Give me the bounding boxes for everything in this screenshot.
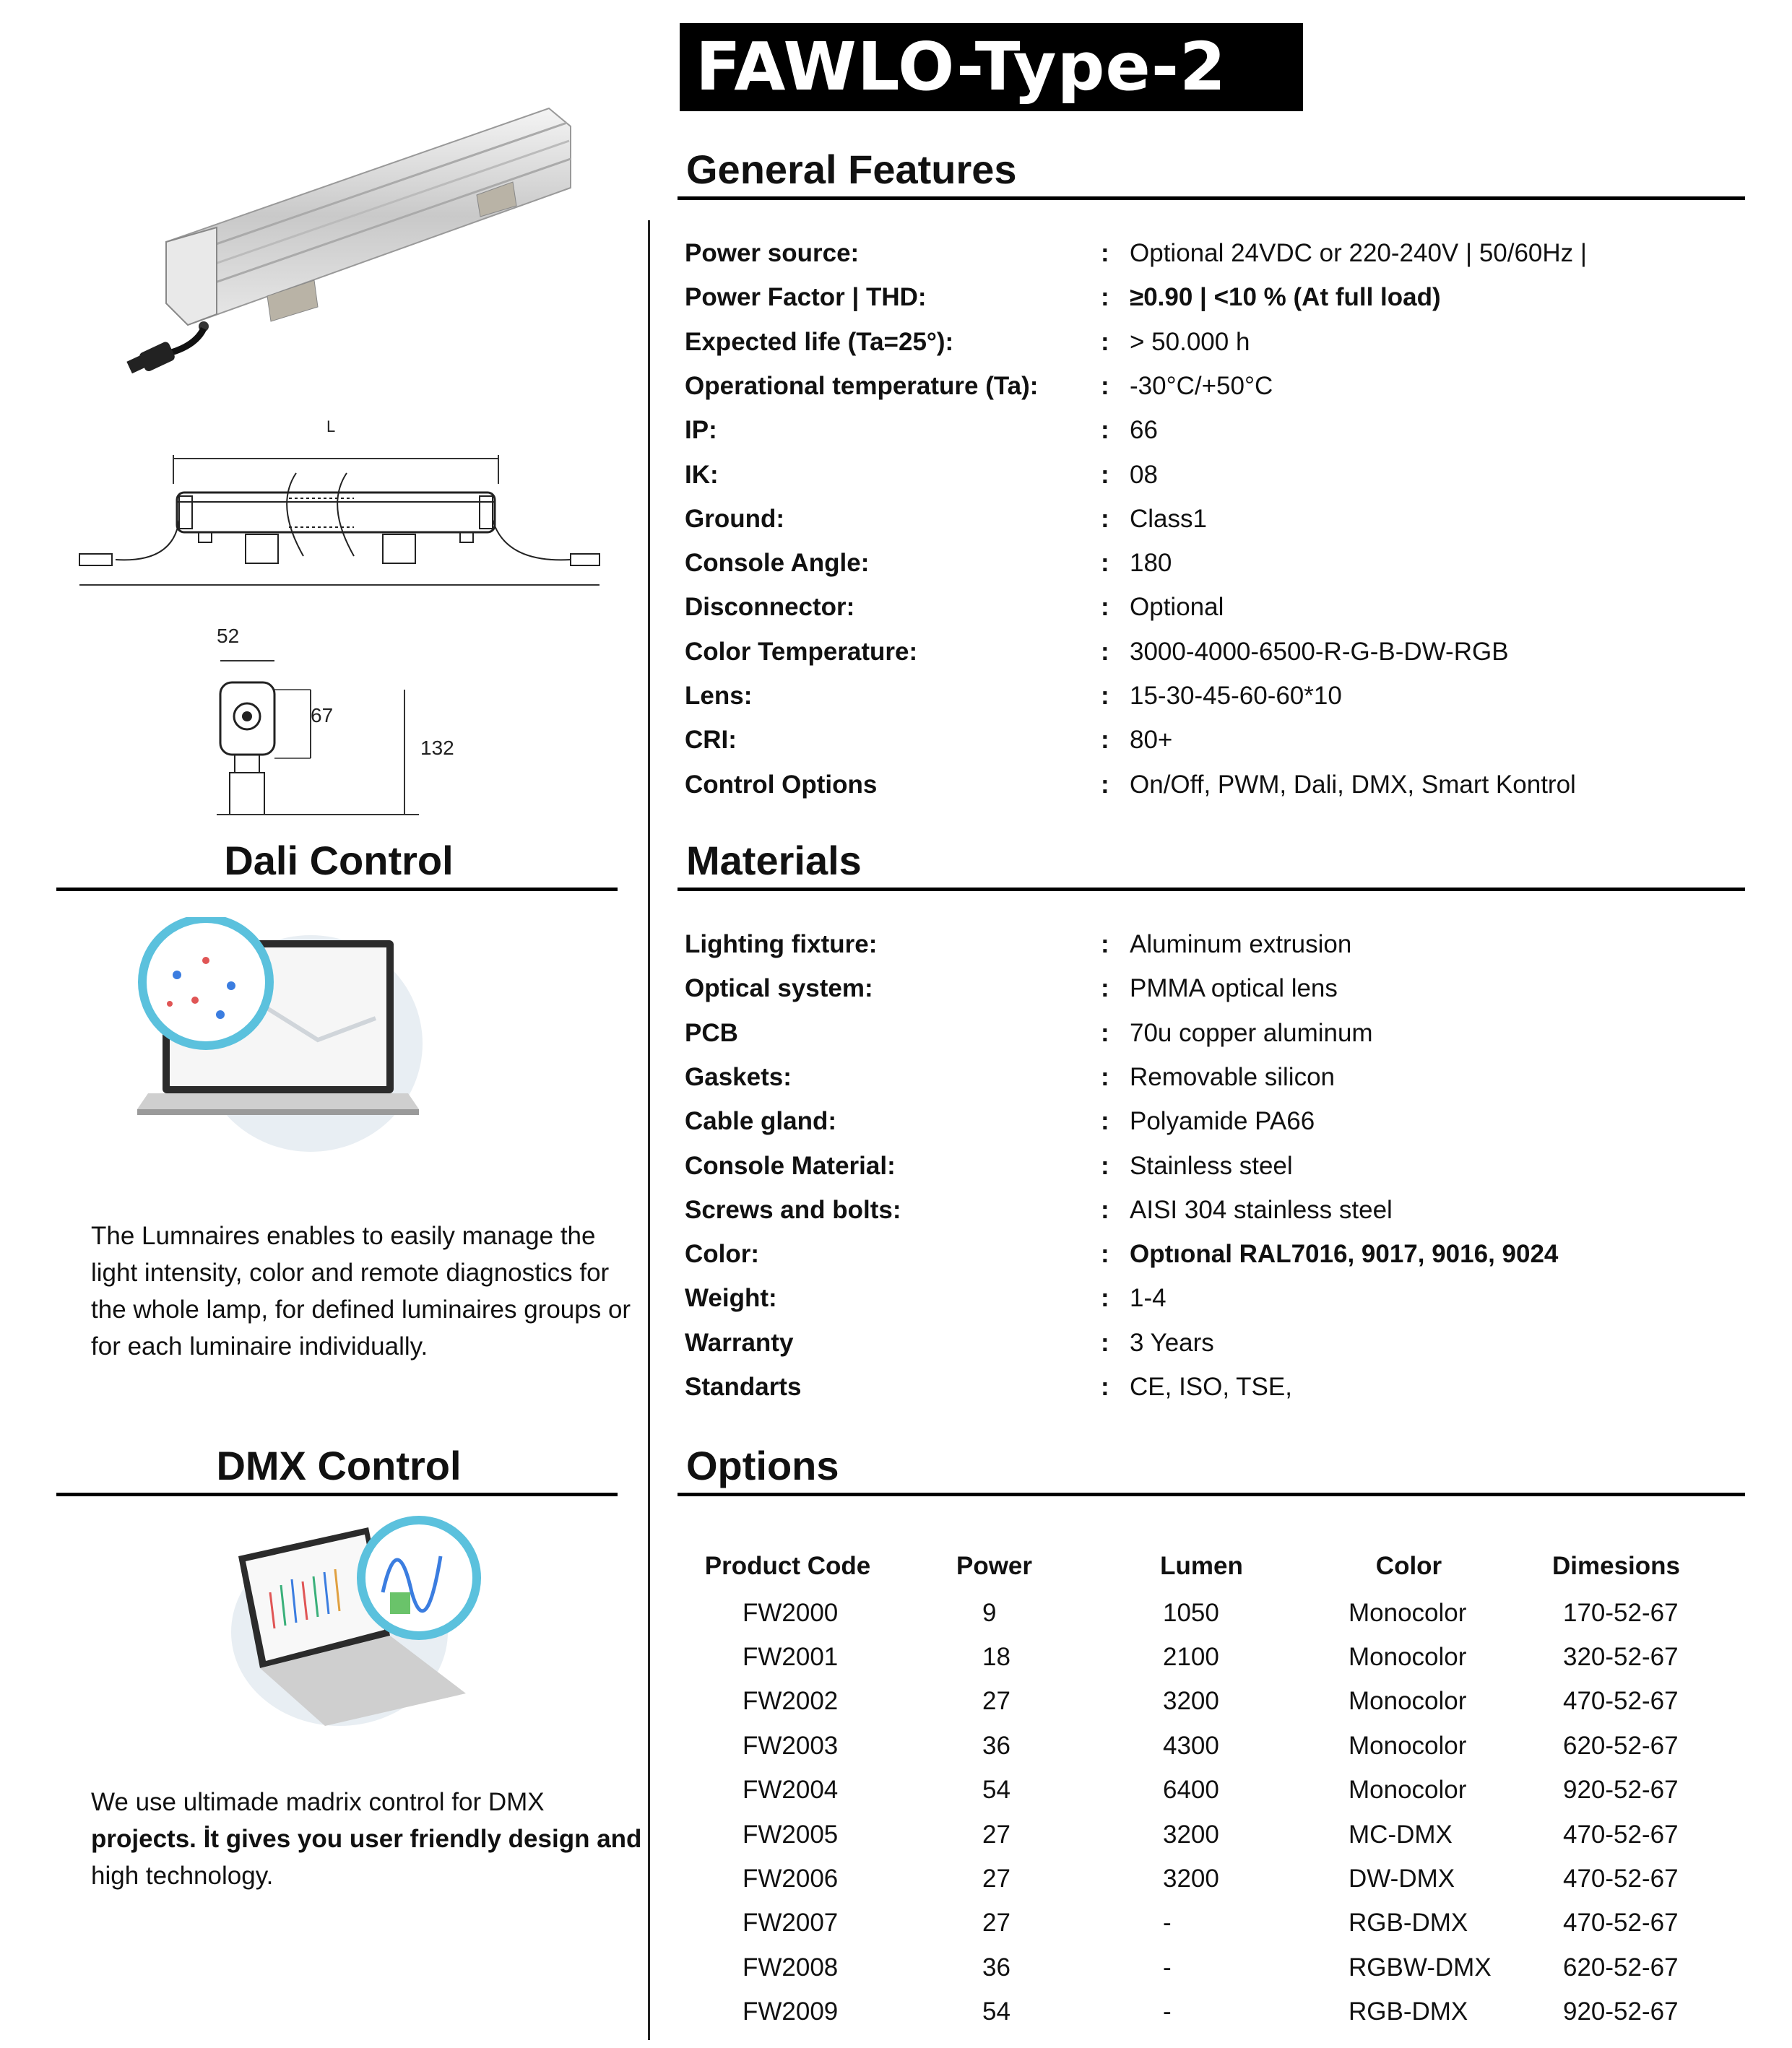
table-cell: 2100: [1163, 1643, 1219, 1672]
table-cell: DW-DMX: [1349, 1865, 1455, 1893]
general-feature-row: [685, 585, 1754, 629]
table-cell: FW2009: [743, 1997, 839, 2026]
general-feature-value: -30°C/+50°C: [1130, 371, 1273, 400]
table-cell: FW2005: [743, 1820, 839, 1849]
table-cell: 3200: [1163, 1820, 1219, 1849]
table-row: [685, 1901, 1720, 1945]
dmx-description-line-3: high technology.: [91, 1862, 274, 1890]
material-label: Console Material:: [685, 1151, 896, 1180]
material-value: 1-4: [1130, 1284, 1166, 1313]
table-cell: FW2002: [743, 1687, 839, 1716]
dmx-control-heading: DMX Control: [216, 1443, 462, 1488]
general-feature-row: [685, 674, 1754, 718]
table-cell: 54: [982, 1997, 1010, 2026]
col-color: Color: [1375, 1552, 1442, 1580]
height-label: 67: [311, 704, 334, 726]
material-value: Optıonal RAL7016, 9017, 9016, 9024: [1130, 1240, 1559, 1269]
table-cell: 27: [982, 1687, 1010, 1716]
material-row: [685, 1188, 1754, 1232]
col-power: Power: [956, 1552, 1033, 1580]
table-cell: Monocolor: [1349, 1687, 1467, 1716]
dali-control-heading: Dali Control: [224, 838, 454, 883]
options-table: [685, 1542, 1720, 2034]
general-feature-label: Lens:: [685, 682, 753, 710]
material-label: Warranty: [685, 1328, 794, 1357]
general-feature-value: 80+: [1130, 726, 1173, 755]
material-label: Screws and bolts:: [685, 1195, 901, 1224]
material-row: [685, 1011, 1754, 1055]
table-cell: -: [1163, 1997, 1172, 2026]
material-separator: :: [1101, 1373, 1109, 1401]
table-row: [685, 1724, 1720, 1768]
table-row: [685, 1945, 1720, 1990]
options-table-header: [685, 1542, 1720, 1591]
material-label: Color:: [685, 1240, 760, 1269]
table-cell: 920-52-67: [1563, 1776, 1679, 1805]
table-cell: 1050: [1163, 1598, 1219, 1627]
dali-laptop-image: [130, 917, 433, 1163]
table-cell: 9: [982, 1598, 997, 1627]
table-cell: 470-52-67: [1563, 1909, 1679, 1938]
dali-description: The Lumnaires enables to easily manage the light intensity, color and remote diagnostics for the whole lamp, for defined luminaires groups or for each luminaire individually.: [91, 1222, 631, 1361]
table-cell: 320-52-67: [1563, 1643, 1679, 1672]
general-feature-label: IP:: [685, 416, 717, 445]
table-row: [685, 1680, 1720, 1724]
options-rule: [678, 1493, 1745, 1496]
material-separator: :: [1101, 1107, 1109, 1136]
table-row: [685, 1635, 1720, 1679]
table-cell: 36: [982, 1953, 1010, 1982]
material-label: Cable gland:: [685, 1107, 837, 1136]
col-lumen: Lumen: [1160, 1552, 1243, 1580]
table-cell: 3200: [1163, 1865, 1219, 1893]
table-row: [685, 1769, 1720, 1813]
dmx-description-line-1: We use ultimade madrix control for DMX: [91, 1788, 545, 1816]
materials-rule: [678, 888, 1745, 891]
general-feature-row: [685, 364, 1754, 408]
material-value: Removable silicon: [1130, 1062, 1336, 1091]
material-label: Gaskets:: [685, 1062, 792, 1091]
table-cell: FW2007: [743, 1909, 839, 1938]
table-cell: Monocolor: [1349, 1776, 1467, 1805]
material-row: [685, 922, 1754, 966]
table-cell: 170-52-67: [1563, 1598, 1679, 1627]
material-row: [685, 1144, 1754, 1188]
length-label: L: [326, 417, 336, 435]
general-feature-separator: :: [1101, 637, 1109, 666]
page-title: FAWLO-Type-2: [680, 23, 1303, 111]
general-feature-label: IK:: [685, 460, 719, 489]
general-feature-separator: :: [1101, 239, 1109, 267]
general-feature-separator: :: [1101, 770, 1109, 799]
material-value: PMMA optical lens: [1130, 974, 1338, 1003]
dmx-description-line-2: projects. İt gives you user friendly design and: [91, 1825, 642, 1853]
table-cell: 620-52-67: [1563, 1953, 1679, 1982]
general-feature-row: [685, 763, 1754, 807]
general-feature-separator: :: [1101, 726, 1109, 755]
table-cell: 27: [982, 1865, 1010, 1893]
material-value: Aluminum extrusion: [1130, 930, 1352, 958]
general-feature-separator: :: [1101, 371, 1109, 400]
material-separator: :: [1101, 1284, 1109, 1313]
general-feature-label: Ground:: [685, 504, 785, 533]
table-cell: 18: [982, 1643, 1010, 1672]
materials-heading: Materials: [686, 838, 862, 883]
general-feature-row: [685, 320, 1754, 364]
material-value: CE, ISO, TSE,: [1130, 1373, 1292, 1401]
material-label: PCB: [685, 1018, 738, 1047]
table-cell: -: [1163, 1953, 1172, 1982]
total-height-label: 132: [420, 737, 454, 759]
general-feature-row: [685, 718, 1754, 762]
general-feature-label: Power source:: [685, 239, 860, 267]
general-feature-value: 08: [1130, 460, 1158, 489]
general-feature-value: 3000-4000-6500-R-G-B-DW-RGB: [1130, 637, 1509, 666]
table-cell: 54: [982, 1776, 1010, 1805]
table-row: [685, 1591, 1720, 1635]
general-feature-value: Optional 24VDC or 220-240V | 50/60Hz |: [1130, 239, 1587, 267]
material-separator: :: [1101, 1018, 1109, 1047]
table-cell: FW2006: [743, 1865, 839, 1893]
general-feature-separator: :: [1101, 549, 1109, 578]
general-feature-label: CRI:: [685, 726, 737, 755]
material-value: 3 Years: [1130, 1328, 1214, 1357]
col-product-code: Product Code: [704, 1552, 871, 1580]
options-heading: Options: [686, 1443, 839, 1488]
general-feature-value: 180: [1130, 549, 1172, 578]
general-feature-label: Console Angle:: [685, 549, 870, 578]
col-dimensions: Dimesions: [1552, 1552, 1680, 1580]
table-cell: 3200: [1163, 1687, 1219, 1716]
table-row: [685, 1813, 1720, 1857]
general-feature-value: Optional: [1130, 593, 1224, 622]
material-separator: :: [1101, 974, 1109, 1003]
table-cell: 470-52-67: [1563, 1687, 1679, 1716]
table-cell: 470-52-67: [1563, 1865, 1679, 1893]
table-cell: 470-52-67: [1563, 1820, 1679, 1849]
general-feature-value: 66: [1130, 416, 1158, 445]
dmx-description: [91, 1784, 654, 1894]
material-label: Weight:: [685, 1284, 777, 1313]
general-feature-label: Color Temperature:: [685, 637, 918, 666]
material-separator: :: [1101, 1328, 1109, 1357]
general-feature-row: [685, 630, 1754, 674]
general-feature-row: [685, 231, 1754, 275]
general-feature-label: Expected life (Ta=25°):: [685, 327, 954, 356]
general-feature-separator: :: [1101, 593, 1109, 622]
table-cell: Monocolor: [1349, 1598, 1467, 1627]
material-separator: :: [1101, 930, 1109, 958]
general-features-heading: General Features: [686, 147, 1017, 192]
table-cell: -: [1163, 1909, 1172, 1938]
column-divider: [648, 220, 650, 2040]
table-cell: 27: [982, 1909, 1010, 1938]
table-row: [685, 1857, 1720, 1901]
table-cell: 27: [982, 1820, 1010, 1849]
general-feature-label: Disconnector:: [685, 593, 855, 622]
general-feature-value: On/Off, PWM, Dali, DMX, Smart Kontrol: [1130, 770, 1576, 799]
table-cell: RGB-DMX: [1349, 1997, 1468, 2026]
material-row: [685, 1232, 1754, 1276]
material-value: 70u copper aluminum: [1130, 1018, 1373, 1047]
table-cell: FW2000: [743, 1598, 839, 1627]
general-feature-row: [685, 275, 1754, 319]
general-feature-separator: :: [1101, 416, 1109, 445]
material-label: Lighting fixture:: [685, 930, 878, 958]
general-feature-value: ≥0.90 | <10 % (At full load): [1130, 283, 1441, 312]
table-row: [685, 1990, 1720, 2034]
general-feature-label: Power Factor | THD:: [685, 283, 927, 312]
material-separator: :: [1101, 1151, 1109, 1180]
table-cell: 620-52-67: [1563, 1731, 1679, 1760]
side-view-drawing: [72, 412, 607, 599]
material-row: [685, 966, 1754, 1010]
table-cell: FW2004: [743, 1776, 839, 1805]
dmx-control-rule: [56, 1493, 618, 1496]
general-feature-value: 15-30-45-60-60*10: [1130, 682, 1342, 710]
general-feature-separator: :: [1101, 283, 1109, 312]
material-separator: :: [1101, 1062, 1109, 1091]
material-label: Optical system:: [685, 974, 873, 1003]
general-feature-value: Class1: [1130, 504, 1207, 533]
table-cell: FW2001: [743, 1643, 839, 1672]
material-value: Polyamide PA66: [1130, 1107, 1315, 1136]
material-value: AISI 304 stainless steel: [1130, 1195, 1393, 1224]
product-image: [108, 87, 585, 390]
table-cell: FW2003: [743, 1731, 839, 1760]
table-cell: Monocolor: [1349, 1643, 1467, 1672]
general-features-rule: [678, 196, 1745, 200]
general-feature-label: Control Options: [685, 770, 878, 799]
general-feature-separator: :: [1101, 460, 1109, 489]
material-row: [685, 1365, 1754, 1409]
table-cell: 920-52-67: [1563, 1997, 1679, 2026]
general-feature-value: > 50.000 h: [1130, 327, 1250, 356]
end-view-drawing: [202, 621, 477, 823]
table-cell: 6400: [1163, 1776, 1219, 1805]
material-separator: :: [1101, 1195, 1109, 1224]
general-feature-row: [685, 497, 1754, 541]
table-cell: 36: [982, 1731, 1010, 1760]
general-feature-label: Operational temperature (Ta):: [685, 371, 1039, 400]
material-value: Stainless steel: [1130, 1151, 1293, 1180]
material-label: Standarts: [685, 1373, 802, 1401]
dmx-laptop-image: [217, 1513, 506, 1730]
material-separator: :: [1101, 1240, 1109, 1269]
general-feature-separator: :: [1101, 504, 1109, 533]
table-cell: Monocolor: [1349, 1731, 1467, 1760]
material-row: [685, 1055, 1754, 1099]
general-feature-row: [685, 408, 1754, 452]
table-cell: RGBW-DMX: [1349, 1953, 1492, 1982]
material-row: [685, 1099, 1754, 1143]
table-cell: FW2008: [743, 1953, 839, 1982]
general-feature-separator: :: [1101, 682, 1109, 710]
material-row: [685, 1276, 1754, 1320]
table-cell: RGB-DMX: [1349, 1909, 1468, 1938]
table-cell: MC-DMX: [1349, 1820, 1453, 1849]
table-cell: 4300: [1163, 1731, 1219, 1760]
general-feature-separator: :: [1101, 327, 1109, 356]
dali-control-rule: [56, 888, 618, 891]
width-label: 52: [217, 625, 240, 647]
general-feature-row: [685, 541, 1754, 585]
material-row: [685, 1321, 1754, 1365]
general-feature-row: [685, 453, 1754, 497]
